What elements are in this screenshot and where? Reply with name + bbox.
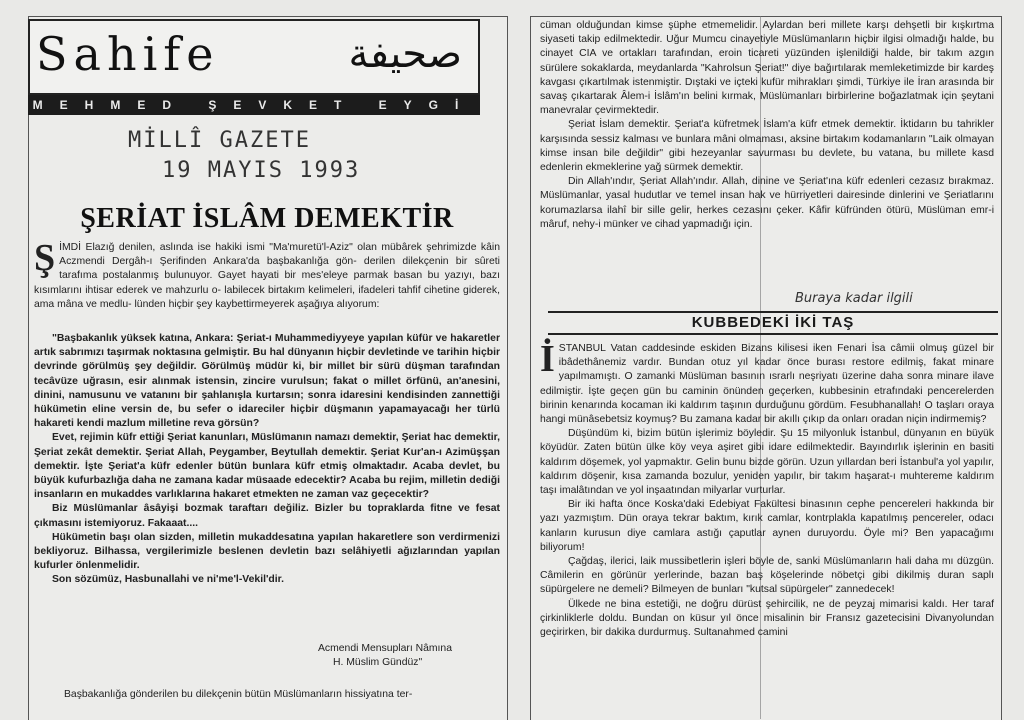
petition-paragraph: "Başbakanlık yüksek katına, Ankara: Şeriat-ı Muhammediyyeye yapılan küfür ve hakaretler artık sabrımızı taşırmak noktasına gelmiştir. Bu hal dünyanın hiçbir devletinde ve tarihin hiçbir devrinde görülmüş şey değildir. Görülmüş müdür ki, bir millet bir sürü düşman tarafından tecâvüze uğrasın, esir alınmak istensin, zincire vurulsun; fakat o millet örfünü, an'anesini, dinini, namusunu ve vatanını bir şahlanışla kurtarsın; sonra idaresini kendisinden zannettiği hükümetin eline versin de, bu sefer o idareciler hiçbir düşmanın yapamayacağı her türlü hakareti kendi mazlum milletine reva görsün?: [34, 333, 500, 430]
handwritten-note: Buraya kadar ilgili: [795, 291, 913, 306]
second-article-paragraph: Düşündüm ki, bizim bütün işlerimiz böyledir. Şu 15 milyonluk İstanbul, dünyanın en büyük köyüdür. Zaten bütün ülke köy veya aşiret gibi idare edilmektedir. Bayındırlık işlerinin en basiti kaldırım döşemek, yol yapmaktır. Gelin bunu bizde görün. Uzun yıllardan beri İstanbul'a yol yapılır, kaldırım döşenir, kısa zamanda bozulur, yeniden yapılır, bir takım haşarat-ı muhtereme kaldırım taşı imalâtından ve yol inşaatından milyarlar vurturlar.: [540, 428, 994, 497]
second-article-lead: STANBUL Vatan caddesinde eskiden Bizans kilisesi iken Fenari İsa câmii olmuş güzel bir ibâdethânemiz vardır. Bundan otuz yıl kadar önce burası restore edilmiş, fakat minare yapılmamıştı. O zamanki Müslüman basının ısrarlı neşriyatı üzerine daha sonra minare ilave edilmiştir. İşte geçen gün bu caminin önünden geçerken, kubbesinin etrafındaki pencerelerden birinin kenarında kocaman iki kaldırım taşının durduğunu gördüm. Fesubhanallah! O taşları oraya hangi münâsebetsiz koymuş? Bu zamana kadar bir akıllı çıkıp da onları oradan niçin indirmemiş?: [540, 343, 994, 426]
second-article-paragraph: Bir iki hafta önce Koska'daki Edebiyat Fakültesi binasının cephe pencereleri hakkında bir yazı yazmıştım. Dün oraya tekrar baktım, kırık camlar, kontrplakla kapatılmış pencereler, odacı kanların kurusun diye camlara astığı çaputlar aynen duruyordu. Öyle mi? Ben yapacağımı biliyorum!: [540, 499, 994, 553]
second-article-paragraph: Ülkede ne bina estetiği, ne doğru dürüst şehircilik, ne de peyzaj mimarisi kaldı. Her taraf çirkinliklerle doldu. Bundan on küsur yıl önce misalinin bir Fransız gazetecisini Divanyolundan geçirirken, bir dakika durdurmuş. Sultanahmed camini: [540, 598, 994, 639]
second-article-paragraph: Çağdaş, ilerici, laik mussibetlerin işleri böyle de, sanki Müslümanların hali daha mı düzgün. Câmilerin en görünür yerlerinde, bazan baş köşelerinde nöbetçi gibi dikilmiş duran saplı süpürgelere ne demeli? Bilmeyen de bunları "kutsal süpürgeler" zannedecek!: [540, 556, 994, 596]
dropcap-letter-2: İ: [540, 338, 555, 380]
masthead-title: Sahife: [36, 27, 220, 81]
petition-paragraph: Evet, rejimin küfr ettiği Şeriat kanunları, Müslümanın namazı demektir, Şeriat hac demektir, Şeriat zekât demektir. Şeriat Allah, Peygamber, Beytullah demektir. Şeriat Kur'an-ı Azimüşşan demektir. İşte Şeriat'a küfr edenler bütün bunlara küfr etmiş olmaktadır. Acaba devlet, bu büyük kufurbazlığa daha ne zamana kadar müsaade edecektir? Acaba bu rejim, milletin dediği insanların en mukaddes varlıklarına hakaret etmekten ne zaman vaz geçecektir?: [34, 432, 500, 501]
intro-line: şehrimizde kâin Aczmendi Dergâh-ı Şerifinden Ankara'da başbakanlığa gön-: [59, 242, 500, 268]
handwritten-date: 19 MAYIS 1993: [162, 158, 361, 183]
continuation-paragraph: Şeriat İslam demektir. Şeriat'a küfretmek İslam'a küfr etmek demektir. İktidarın bu tahrikler karşısında sessiz kalması ve bunlara mâni olmaması, aksine birtakım kodamanların "Laik olmayan kimse insan bile değildir" gibi hezeyanlar savurması bu devlete, bu vatana, bu millete kasd edenlerin ekmeklerine yağ sürmek demektir.: [540, 119, 994, 174]
continuation-paragraph: Din Allah'ındır, Şeriat Allah'ındır. Allah, dinine ve Şeriat'ına küfr edenleri cezasız bırakmaz. Müslümanlar, yasal hudutlar ve temel insan hak ve hürriyetleri dairesinde dinlerini ve Şeriatlarını korumazlarsa ilahî bir sille gelir, herkes cezasını çeker. Kâfir küfründen ötürü, Müslüman emr-i mâruf, nehy-i münker ve cihad yapmadığı için.: [540, 176, 994, 230]
dropcap-letter: Ş: [34, 237, 56, 279]
petition-text: [34, 332, 500, 588]
article-headline: ŞERİAT İSLÂM DEMEKTİR: [80, 203, 454, 234]
second-article-headline: KUBBEDEKİ İKİ TAŞ: [548, 311, 998, 335]
signature-line-1: Acmendi Mensupları Nâmına: [318, 643, 452, 654]
intro-line: labilecek birtakım kelimeleri, ifadeleri tahfif cihetine giderek, ama mâna ve medlu-: [34, 284, 501, 310]
masthead-arabic-title: صحيفة: [348, 31, 462, 77]
masthead-box: [28, 19, 480, 95]
intro-line: İMDİ Elazığ denilen, aslında ise hakiki ismi "Ma'muretü'l-Aziz" olan mübârek: [59, 242, 422, 253]
petition-paragraph: Biz Müslümanlar âsâyişi bozmak taraftarı değiliz. Bizler bu topraklarda fitne ve fesat çıkmasını istemiyoruz. Fakaaat....: [34, 503, 500, 529]
continuation-text: [540, 19, 994, 232]
handwritten-paper-name: MİLLÎ GAZETE: [128, 128, 311, 153]
second-article-text: [540, 338, 994, 640]
intro-line: derilen dilekçenin bir sûreti tarafıma postalanmış bulunuyor. Gayet hayati bir: [59, 256, 500, 282]
intro-line: lünden hiçbir şey kaybettirmeyerek aşağıya alıyorum:: [134, 298, 380, 310]
petition-paragraph: Son sözümüz, Hasbunallahi ve ni'me'l-Vekil'dir.: [52, 574, 285, 586]
intro-line: mes'eleye parmak basan bu yazıyı, bazı kısımlarını ihtisar ederek ve mahzurlu o-: [34, 270, 500, 296]
masthead: [28, 19, 476, 119]
signature-line-2: H. Müslim Gündüz": [333, 657, 423, 668]
continuation-paragraph: cüman olduğundan kimse şüphe etmemelidir. Aylardan beri millete karşı dehşetli bir kışkırtma siyaseti takip edilmektedir. Uğur Mumcu cinayetiyle Müslümanların hiçbir ilgisi olmadığı halde, bu cinayet CIA ve ortakları tarafından, eroin ticareti yüzünden işlenildiği halde, bir takım azgın sürülere sokaklarda, meydanlarda "Kahrolsun Şeriat!" diye bağırtılarak memleketimizde bir kardeş kavgası çıkartılmak istenmiştir. Dıştaki ve içteki kufür mihrakları şimdi, Türkiye ile İran arasında bir savaş çıkartarak Âlem-i İslâm'ın belini kırmak, Müslümanları birbirlerine boğazlatmak için şeytani manevralar çevirmektedir.: [540, 20, 994, 117]
article-intro: [34, 237, 501, 312]
second-article-paragraph: [540, 338, 994, 427]
closing-line: Başbakanlığa gönderilen bu dilekçenin bütün Müslümanların hissiyatına ter-: [64, 689, 413, 700]
petition-paragraph: Hükümetin başı olan sizden, milletin mukaddesatına yapılan hakaretlere son verdirmenizi bekliyoruz. Bilhassa, vergilerimizle beslenen devletin bazı selâhiyetli ağızlarından yapılan kufurler önlenmelidir.: [34, 531, 500, 572]
masthead-byline: MEHMED ŞEVKET EYGİ: [28, 95, 480, 115]
